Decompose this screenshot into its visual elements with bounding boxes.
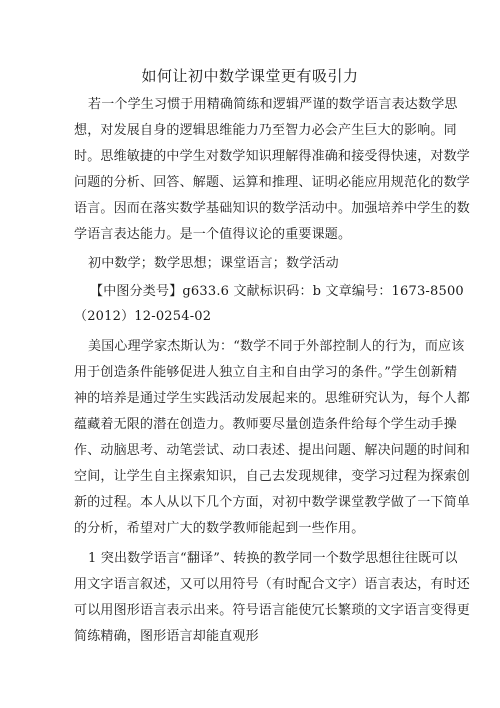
abstract-line: 时。思维敏捷的中学生对数学知识理解得准确和接受得快速，对数学 — [74, 149, 471, 164]
intro-line: 的分析，希望对广大的数学教师能起到一些作用。 — [74, 521, 365, 536]
intro-line: 用于创造条件能够促进人独立自主和自由学习的条件。”学生创新精 — [74, 365, 458, 380]
section-line: 可以用图形语言表示出来。符号语言能使冗长繁琐的文字语言变得更 — [74, 603, 471, 618]
abstract-line: 想，对发展自身的逻辑思维能力乃至智力必会产生巨大的影响。同 — [74, 123, 457, 138]
classification-line: 【中图分类号】g633.6 文献标识码：b 文章编号：1673-8500 — [90, 284, 464, 299]
classification-line: （2012）12-0254-02 — [74, 309, 212, 324]
section-line: 用文字语言叙述，又可以用符号（有时配合文字）语言表达，有时还 — [74, 577, 471, 592]
intro-line: 作、动脑思考、动笔尝试、动口表述、提出问题、解决问题的时间和 — [74, 443, 471, 458]
section-line: 简练精确，图形语言却能直观形 — [74, 629, 259, 644]
abstract-line: 问题的分析、回答、解题、运算和推理、证明必能应用规范化的数学 — [74, 175, 471, 190]
keywords-line: 初中数学；数学思想；课堂语言；数学活动 — [88, 256, 339, 271]
intro-line: 蕴藏着无限的潜在创造力。教师要尽量创造条件给每个学生动手操 — [74, 417, 457, 432]
intro-line: 新的过程。本人从以下几个方面，对初中数学课堂教学做了一下简单 — [74, 495, 471, 510]
document-title: 如何让初中数学课堂更有吸引力 — [141, 67, 359, 85]
intro-line: 神的培养是通过学生实践活动发展起来的。思维研究认为，每个人都 — [74, 391, 471, 406]
abstract-line: 若一个学生习惯于用精确简练和逻辑严谨的数学语言表达数学思 — [88, 97, 458, 112]
abstract-line: 语言。因而在落实数学基础知识的数学活动中。加强培养中学生的数 — [74, 201, 471, 216]
intro-line: 空间，让学生自主探索知识，自己去发现规律，变学习过程为探索创 — [74, 469, 471, 484]
intro-line: 美国心理学家杰斯认为：“数学不同于外部控制人的行为，而应该 — [88, 339, 465, 354]
section-line: 1 突出数学语言“翻译”、转换的教学同一个数学思想往往既可以 — [88, 551, 458, 566]
abstract-line: 学语言表达能力。是一个值得议论的重要课题。 — [74, 227, 352, 242]
